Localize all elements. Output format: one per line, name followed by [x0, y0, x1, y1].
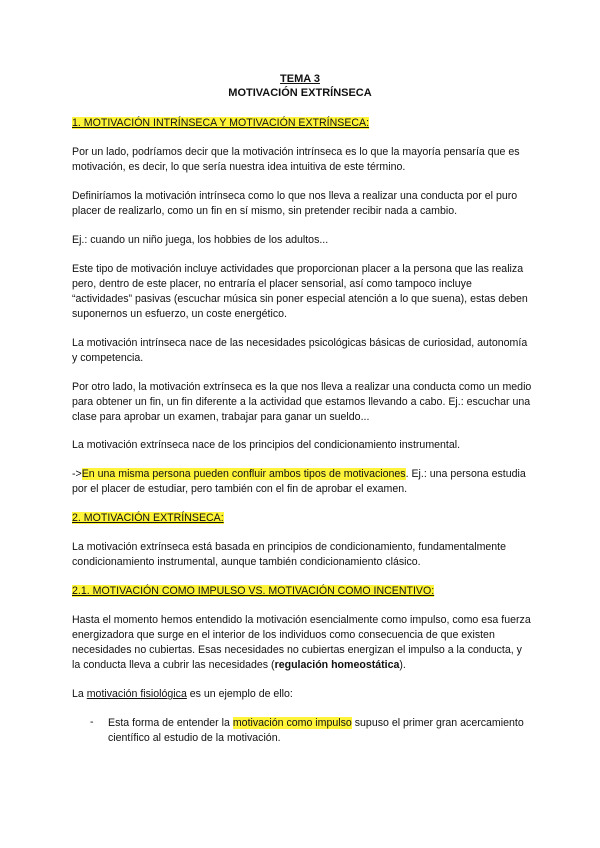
doc-title: TEMA 3	[280, 73, 320, 85]
bullet-item: Esta forma de entender la motivación como impulso supuso el primer gran acercamiento científico al estudio de la motivación.	[108, 717, 524, 744]
paragraph-6: Por otro lado, la motivación extrínseca es la que nos lleva a realizar una conducta como un medio para obtener un fin, un fin diferente a la actividad que estamos llevando a cabo. Ej.: escuchar una clase para aprobar un examen, trabajar para ganar un sueldo...	[72, 381, 532, 423]
section-heading-3: 2.1. MOTIVACIÓN COMO IMPULSO VS. MOTIVACIÓN COMO INCENTIVO:	[72, 585, 435, 597]
paragraph-9: La motivación extrínseca está basada en principios de condicionamiento, fundamentalmente condicionamiento instrumental, aunque también condicionamiento clásico.	[72, 541, 507, 568]
paragraph-8: ->En una misma persona pueden confluir ambos tipos de motivaciones. Ej.: una persona estudia por el placer de estudiar, pero también con el fin de aprobar el examen.	[72, 468, 526, 495]
paragraph-3: Ej.: cuando un niño juega, los hobbies de los adultos...	[72, 234, 329, 246]
paragraph-4: Este tipo de motivación incluye actividades que proporcionan placer a la persona que las realiza pero, dentro de este placer, no entraría el placer sensorial, así como tampoco incluye “actividades” pasivas (escuchar música sin poner especial atención a lo que suena), estas deben suponernos un esfuerzo, un coste energético.	[72, 263, 528, 320]
paragraph-5: La motivación intrínseca nace de las necesidades psicológicas básicas de curiosidad, autonomía y competencia.	[72, 337, 528, 364]
section-heading-1: 1. MOTIVACIÓN INTRÍNSECA Y MOTIVACIÓN EXTRÍNSECA:	[72, 117, 370, 129]
highlight-text: En una misma persona pueden confluir ambos tipos de motivaciones	[81, 468, 406, 480]
paragraph-1: Por un lado, podríamos decir que la motivación intrínseca es lo que la mayoría pensaría que es motivación, es decir, lo que sería nuestra idea intuitiva de este término.	[72, 146, 520, 173]
highlight-text: motivación como impulso	[232, 717, 352, 729]
paragraph-10: Hasta el momento hemos entendido la motivación esencialmente como impulso, como esa fuerza energizadora que surge en el interior de los individuos como consecuencia de que existen necesidades no cubiertas. Esas necesidades no cubiertas energizan el impulso a la conducta, y la conducta lleva a cubrir las necesidades (regulación homeostática).	[72, 614, 531, 671]
section-heading-2: 2. MOTIVACIÓN EXTRÍNSECA:	[72, 512, 224, 524]
bullet-dash: -	[90, 716, 94, 728]
paragraph-7: La motivación extrínseca nace de los principios del condicionamiento instrumental.	[72, 439, 461, 451]
paragraph-2: Definiríamos la motivación intrínseca como lo que nos lleva a realizar una conducta por el puro placer de realizarlo, como un fin en sí mismo, sin pretender recibir nada a cambio.	[72, 190, 518, 217]
doc-subtitle: MOTIVACIÓN EXTRÍNSECA	[228, 87, 372, 99]
paragraph-11: La motivación fisiológica es un ejemplo de ello:	[72, 688, 293, 700]
